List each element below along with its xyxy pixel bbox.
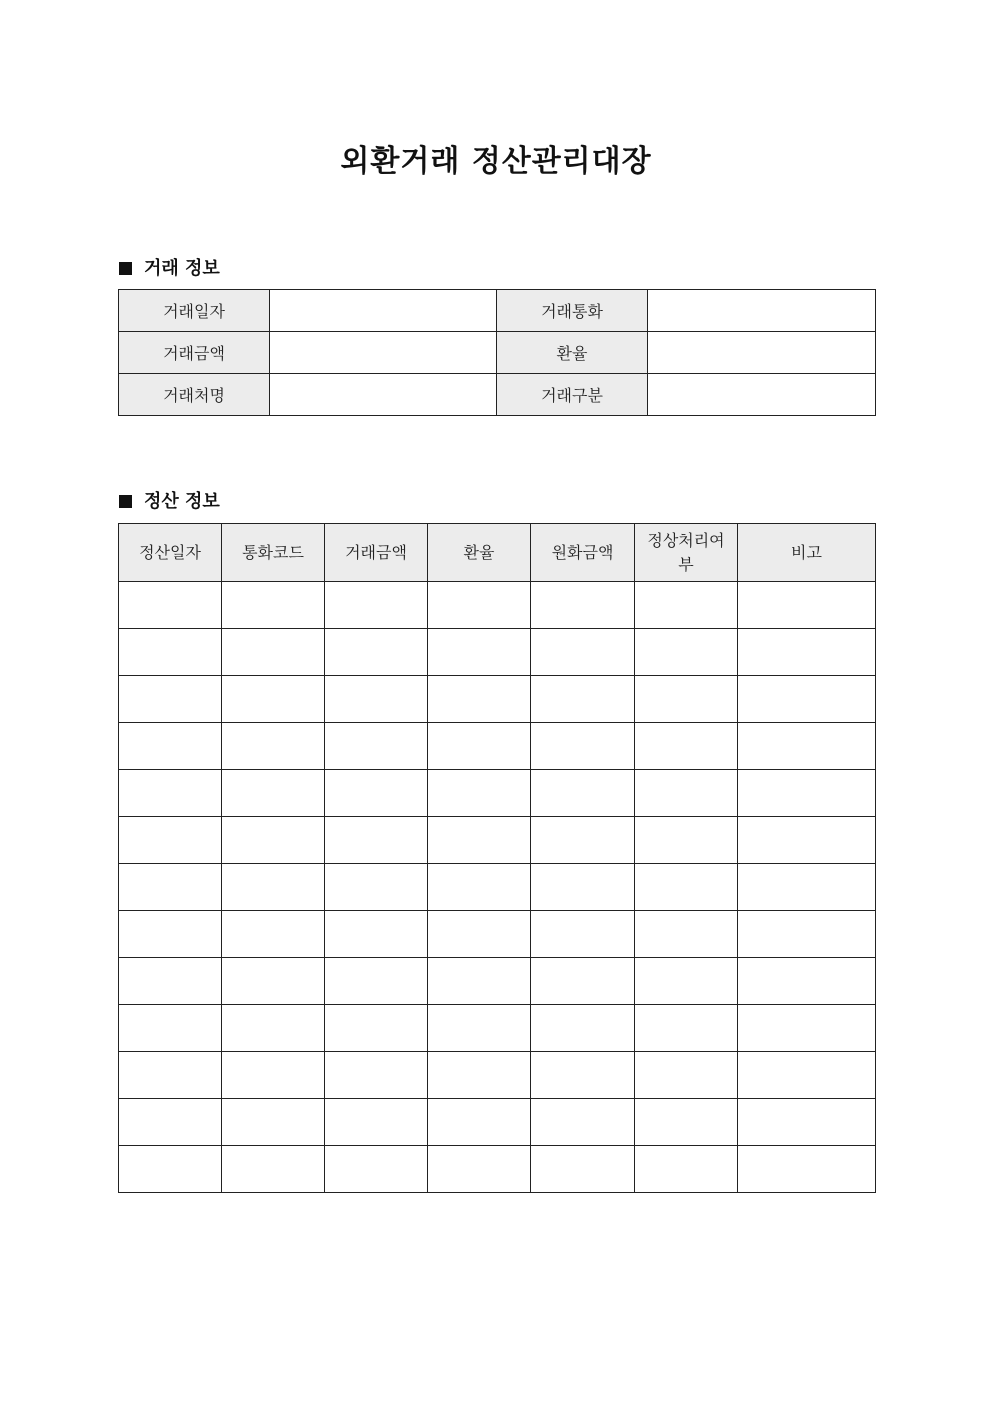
processed-status-cell[interactable] [635, 1146, 738, 1193]
square-bullet-icon [119, 262, 132, 275]
trade-amount-field[interactable] [270, 332, 497, 374]
trade-info-row [119, 332, 876, 374]
table-row [119, 1052, 876, 1099]
column-header-exchange-rate: 환율 [428, 524, 531, 582]
settlement-date-cell[interactable] [119, 1099, 222, 1146]
trade-type-label: 거래구분 [497, 374, 648, 416]
krw-amount-cell[interactable] [531, 629, 635, 676]
remarks-cell[interactable] [738, 864, 876, 911]
krw-amount-cell[interactable] [531, 1052, 635, 1099]
settlement-table [118, 523, 876, 1193]
client-name-label: 거래처명 [119, 374, 270, 416]
trade-amount-cell[interactable] [325, 1099, 428, 1146]
square-bullet-icon [119, 495, 132, 508]
column-header-settlement-date: 정산일자 [119, 524, 222, 582]
settlement-date-cell[interactable] [119, 911, 222, 958]
currency-code-cell[interactable] [222, 1005, 325, 1052]
table-row [119, 1005, 876, 1052]
processed-status-cell[interactable] [635, 1099, 738, 1146]
remarks-cell[interactable] [738, 911, 876, 958]
trade-currency-label: 거래통화 [497, 290, 648, 332]
table-row [119, 629, 876, 676]
krw-amount-cell[interactable] [531, 1005, 635, 1052]
exchange-rate-cell[interactable] [428, 911, 531, 958]
trade-amount-label: 거래금액 [119, 332, 270, 374]
trade-info-table [118, 289, 876, 416]
exchange-rate-label: 환율 [497, 332, 648, 374]
processed-status-cell[interactable] [635, 629, 738, 676]
trade-amount-cell[interactable] [325, 864, 428, 911]
exchange-rate-cell[interactable] [428, 723, 531, 770]
exchange-rate-cell[interactable] [428, 864, 531, 911]
krw-amount-cell[interactable] [531, 582, 635, 629]
trade-amount-cell[interactable] [325, 676, 428, 723]
processed-status-cell[interactable] [635, 911, 738, 958]
settlement-info-heading-text: 정산 정보 [144, 491, 220, 512]
trade-amount-cell[interactable] [325, 911, 428, 958]
currency-code-cell[interactable] [222, 911, 325, 958]
currency-code-cell[interactable] [222, 864, 325, 911]
settlement-date-cell[interactable] [119, 582, 222, 629]
remarks-cell[interactable] [738, 958, 876, 1005]
table-row [119, 770, 876, 817]
section-heading-settlement-info [119, 487, 220, 513]
currency-code-cell[interactable] [222, 1099, 325, 1146]
trade-currency-field[interactable] [648, 290, 876, 332]
currency-code-cell[interactable] [222, 676, 325, 723]
client-name-field[interactable] [270, 374, 497, 416]
table-row [119, 1146, 876, 1193]
settlement-date-cell[interactable] [119, 770, 222, 817]
exchange-rate-field[interactable] [648, 332, 876, 374]
krw-amount-cell[interactable] [531, 1099, 635, 1146]
trade-amount-cell[interactable] [325, 1052, 428, 1099]
trade-amount-cell[interactable] [325, 770, 428, 817]
table-row [119, 1099, 876, 1146]
settlement-date-cell[interactable] [119, 1052, 222, 1099]
trade-amount-cell[interactable] [325, 723, 428, 770]
settlement-date-cell[interactable] [119, 1005, 222, 1052]
trade-amount-cell[interactable] [325, 1146, 428, 1193]
krw-amount-cell[interactable] [531, 958, 635, 1005]
exchange-rate-cell[interactable] [428, 958, 531, 1005]
remarks-cell[interactable] [738, 582, 876, 629]
remarks-cell[interactable] [738, 1146, 876, 1193]
remarks-cell[interactable] [738, 723, 876, 770]
currency-code-cell[interactable] [222, 582, 325, 629]
settlement-date-cell[interactable] [119, 676, 222, 723]
processed-status-cell[interactable] [635, 864, 738, 911]
trade-amount-cell[interactable] [325, 629, 428, 676]
processed-status-cell[interactable] [635, 582, 738, 629]
settlement-date-cell[interactable] [119, 958, 222, 1005]
trade-amount-cell[interactable] [325, 582, 428, 629]
exchange-rate-cell[interactable] [428, 817, 531, 864]
remarks-cell[interactable] [738, 817, 876, 864]
exchange-rate-cell[interactable] [428, 1099, 531, 1146]
exchange-rate-cell[interactable] [428, 1052, 531, 1099]
currency-code-cell[interactable] [222, 770, 325, 817]
krw-amount-cell[interactable] [531, 817, 635, 864]
column-header-krw-amount: 원화금액 [531, 524, 635, 582]
krw-amount-cell[interactable] [531, 676, 635, 723]
trade-info-heading-text: 거래 정보 [144, 258, 220, 279]
krw-amount-cell[interactable] [531, 864, 635, 911]
settlement-date-cell[interactable] [119, 864, 222, 911]
trade-type-field[interactable] [648, 374, 876, 416]
krw-amount-cell[interactable] [531, 911, 635, 958]
remarks-cell[interactable] [738, 629, 876, 676]
table-row [119, 958, 876, 1005]
processed-status-cell[interactable] [635, 958, 738, 1005]
currency-code-cell[interactable] [222, 1052, 325, 1099]
remarks-cell[interactable] [738, 1052, 876, 1099]
trade-info-row [119, 374, 876, 416]
remarks-cell[interactable] [738, 770, 876, 817]
remarks-cell[interactable] [738, 1005, 876, 1052]
settlement-date-cell[interactable] [119, 1146, 222, 1193]
settlement-date-cell[interactable] [119, 817, 222, 864]
remarks-cell[interactable] [738, 676, 876, 723]
processed-status-cell[interactable] [635, 723, 738, 770]
processed-status-cell[interactable] [635, 817, 738, 864]
table-row [119, 582, 876, 629]
currency-code-cell[interactable] [222, 817, 325, 864]
processed-status-cell[interactable] [635, 770, 738, 817]
krw-amount-cell[interactable] [531, 1146, 635, 1193]
exchange-rate-cell[interactable] [428, 1005, 531, 1052]
exchange-rate-cell[interactable] [428, 770, 531, 817]
currency-code-cell[interactable] [222, 723, 325, 770]
section-heading-trade-info [119, 254, 220, 280]
column-header-currency-code: 통화코드 [222, 524, 325, 582]
exchange-rate-cell[interactable] [428, 582, 531, 629]
table-row [119, 864, 876, 911]
remarks-cell[interactable] [738, 1099, 876, 1146]
trade-info-row [119, 290, 876, 332]
trade-amount-cell[interactable] [325, 1005, 428, 1052]
table-row [119, 817, 876, 864]
processed-status-cell[interactable] [635, 1005, 738, 1052]
trade-date-label: 거래일자 [119, 290, 270, 332]
exchange-rate-cell[interactable] [428, 1146, 531, 1193]
currency-code-cell[interactable] [222, 1146, 325, 1193]
column-header-remarks: 비고 [738, 524, 876, 582]
currency-code-cell[interactable] [222, 958, 325, 1005]
column-header-processed-status: 정상처리여부 [635, 524, 738, 582]
exchange-rate-cell[interactable] [428, 676, 531, 723]
settlement-date-cell[interactable] [119, 723, 222, 770]
table-row [119, 911, 876, 958]
krw-amount-cell[interactable] [531, 723, 635, 770]
krw-amount-cell[interactable] [531, 770, 635, 817]
trade-amount-cell[interactable] [325, 817, 428, 864]
currency-code-cell[interactable] [222, 629, 325, 676]
column-header-trade-amount: 거래금액 [325, 524, 428, 582]
page-title: 외환거래 정산관리대장 [340, 144, 652, 179]
table-row [119, 676, 876, 723]
settlement-header-row [119, 524, 876, 582]
trade-amount-cell[interactable] [325, 958, 428, 1005]
processed-status-cell[interactable] [635, 1052, 738, 1099]
settlement-date-cell[interactable] [119, 629, 222, 676]
exchange-rate-cell[interactable] [428, 629, 531, 676]
processed-status-cell[interactable] [635, 676, 738, 723]
trade-date-field[interactable] [270, 290, 497, 332]
table-row [119, 723, 876, 770]
